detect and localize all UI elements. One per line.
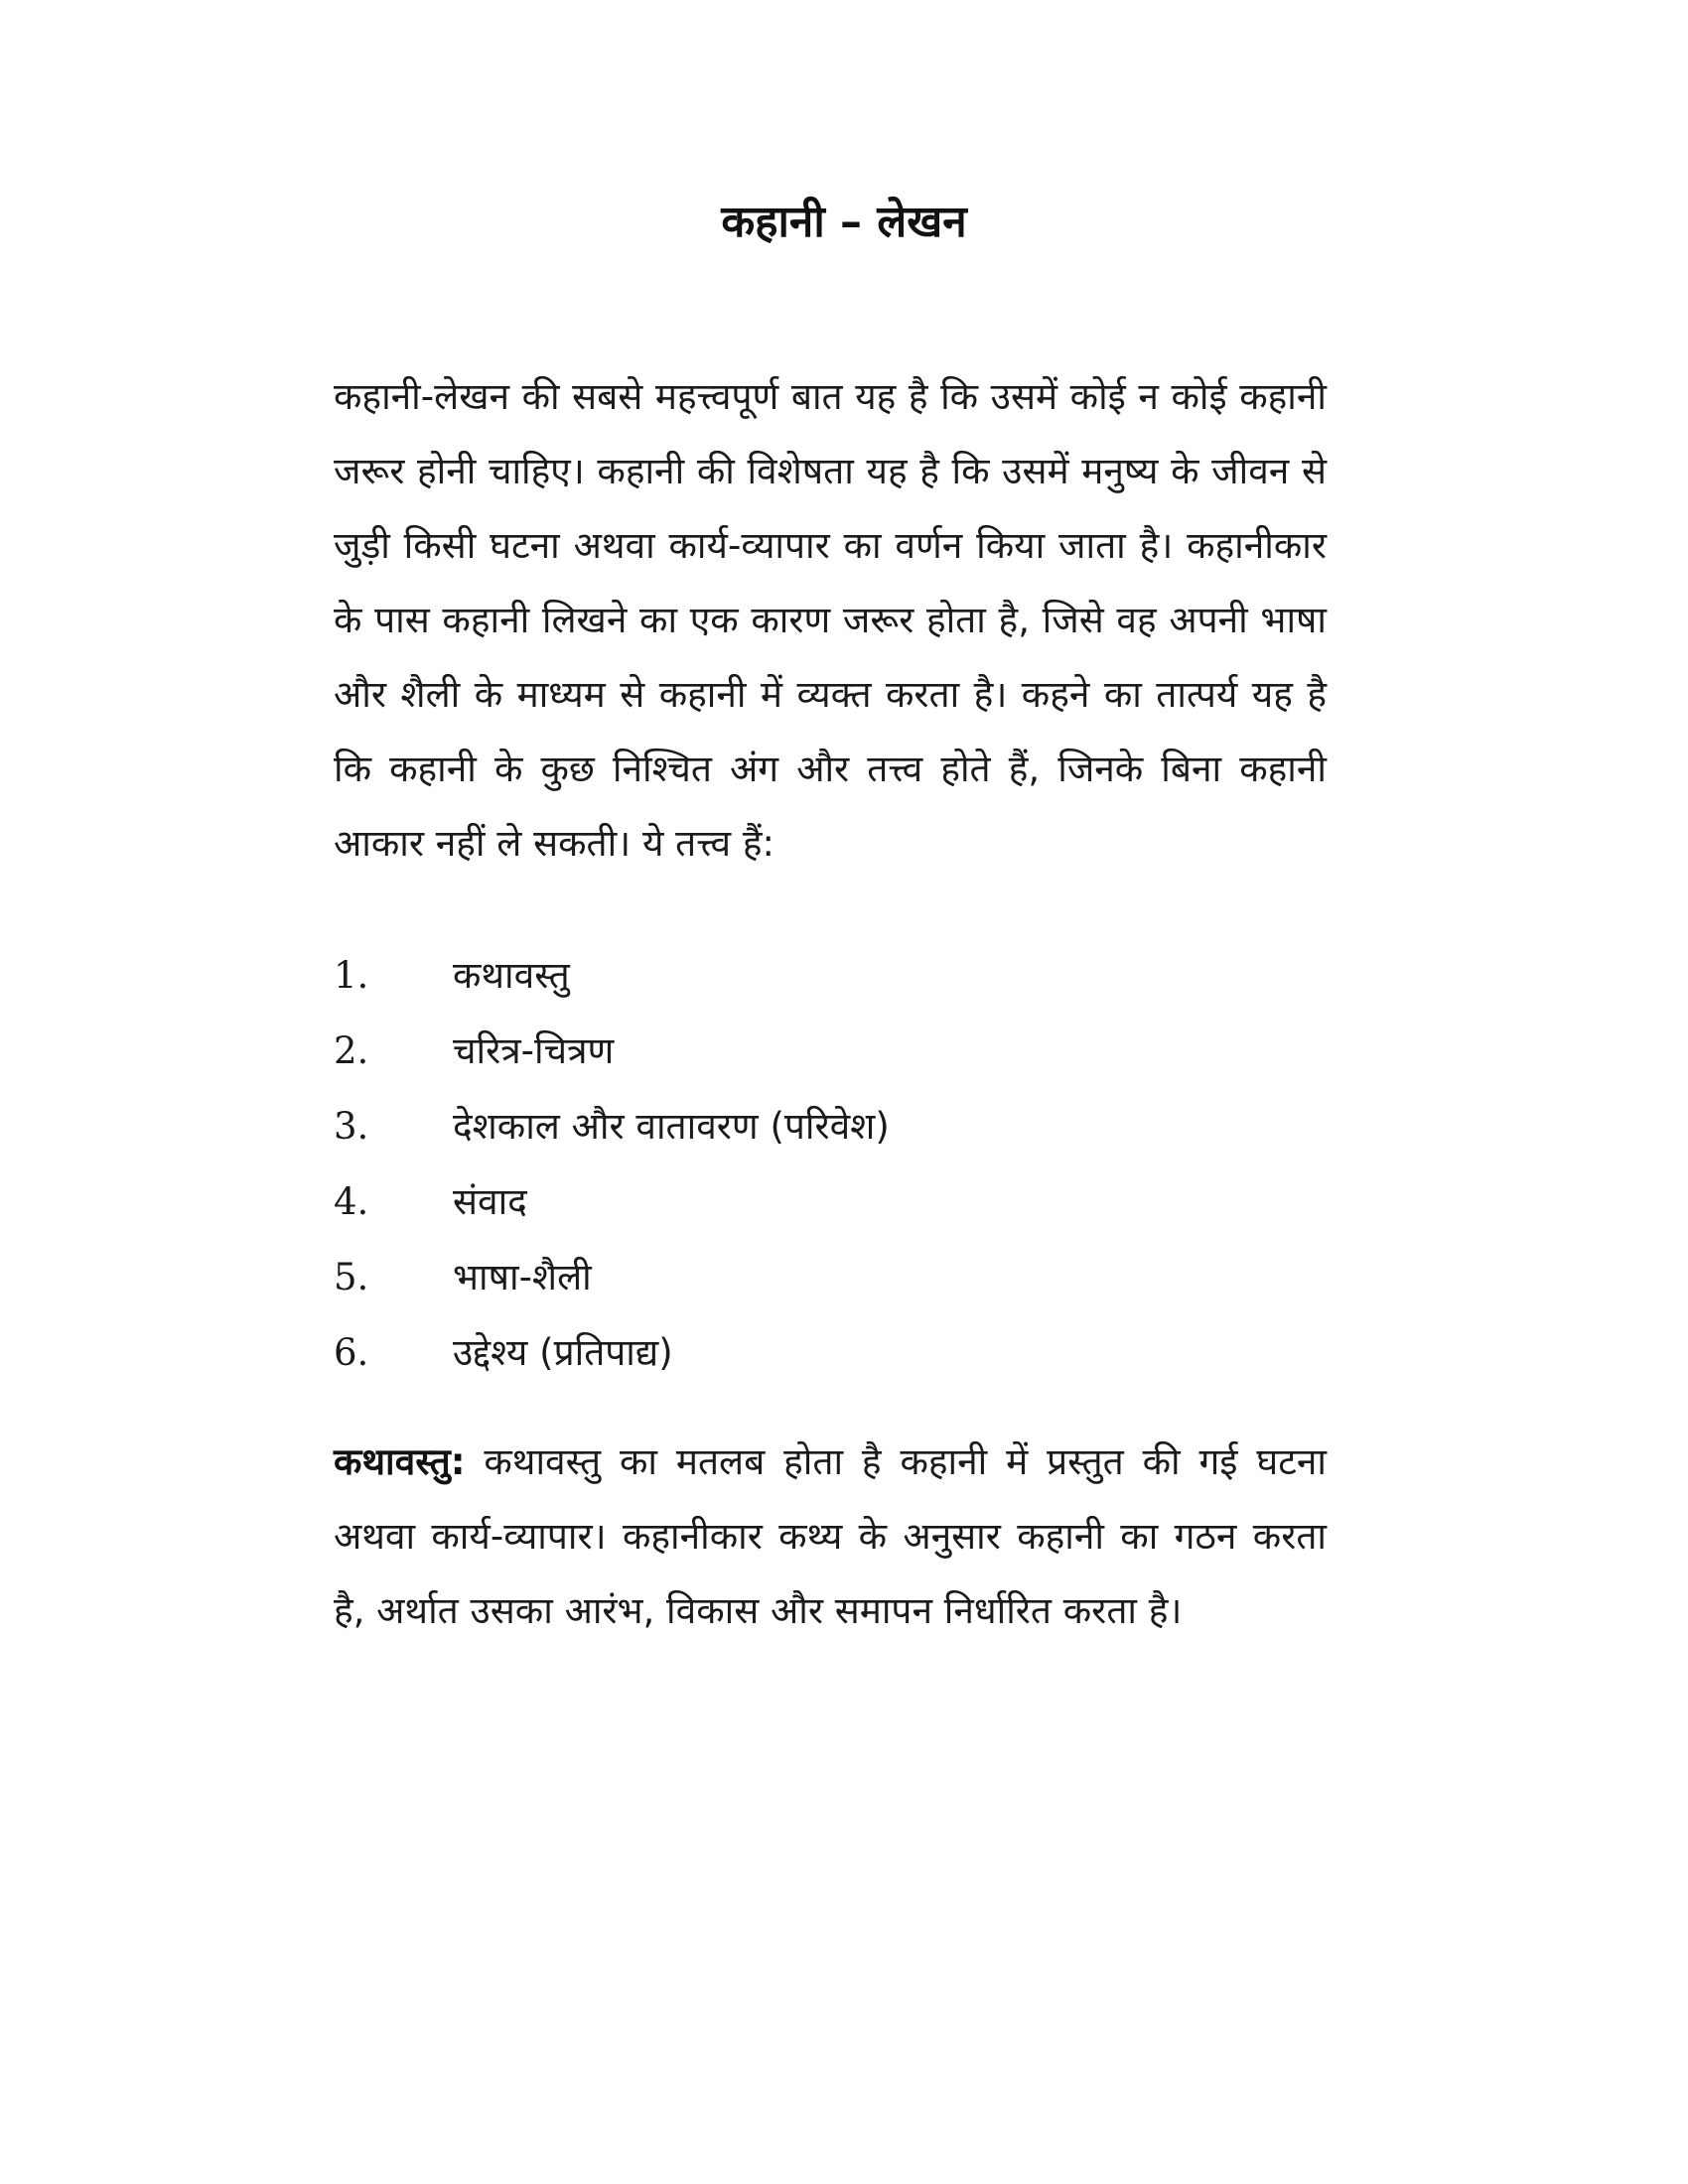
kathavastu-section — [334, 1425, 1327, 1648]
section-heading: कथावस्तु: — [334, 1440, 466, 1483]
list-item — [334, 1240, 1327, 1315]
list-item — [334, 1164, 1327, 1240]
page-title: कहानी – लेखन — [721, 197, 967, 247]
list-item-label: कथावस्तु — [453, 954, 570, 997]
list-item-number: 5. — [334, 1256, 369, 1298]
list-item-number: 2. — [334, 1029, 369, 1072]
list-item — [334, 1014, 1327, 1089]
list-item-label: उद्देश्य (प्रतिपाद्य) — [453, 1331, 673, 1374]
intro-paragraph: कहानी-लेखन की सबसे महत्त्वपूर्ण बात यह है कि उसमें कोई न कोई कहानी जरूर होनी चाहिए। कहानी की विशेषता यह है कि उसमें मनुष्य के जीवन से जुड़ी किसी घटना अथवा कार्य-व्यापार का वर्णन किया जाता है। कहानीकार के पास कहानी लिखने का एक कारण जरूर होता है, जिसे वह अपनी भाषा और शैली के माध्यम से कहानी में व्यक्त करता है। कहने का तात्पर्य यह है कि कहानी के कुछ निश्चित अंग और तत्त्व होते हैं, जिनके बिना कहानी आकार नहीं ले सकती। ये तत्त्व हैं: — [334, 375, 1327, 865]
story-elements-list — [334, 938, 1327, 1391]
list-item-number: 1. — [334, 954, 369, 997]
list-item-label: भाषा-शैली — [453, 1256, 592, 1298]
list-item-number: 4. — [334, 1180, 369, 1223]
list-item — [334, 1315, 1327, 1391]
list-item-number: 3. — [334, 1105, 369, 1148]
section-text: कथावस्तु का मतलब होता है कहानी में प्रस्तुत की गई घटना अथवा कार्य-व्यापार। कहानीकार कथ्य के अनुसार कहानी का गठन करता है, अर्थात उसका आरंभ, विकास और समापन निर्धारित करता है। — [334, 1440, 1327, 1632]
list-item — [334, 938, 1327, 1014]
list-item-label: संवाद — [453, 1180, 527, 1223]
list-item — [334, 1089, 1327, 1164]
list-item-label: चरित्र-चित्रण — [453, 1029, 615, 1072]
list-item-label: देशकाल और वातावरण (परिवेश) — [453, 1105, 890, 1148]
list-item-number: 6. — [334, 1331, 369, 1374]
